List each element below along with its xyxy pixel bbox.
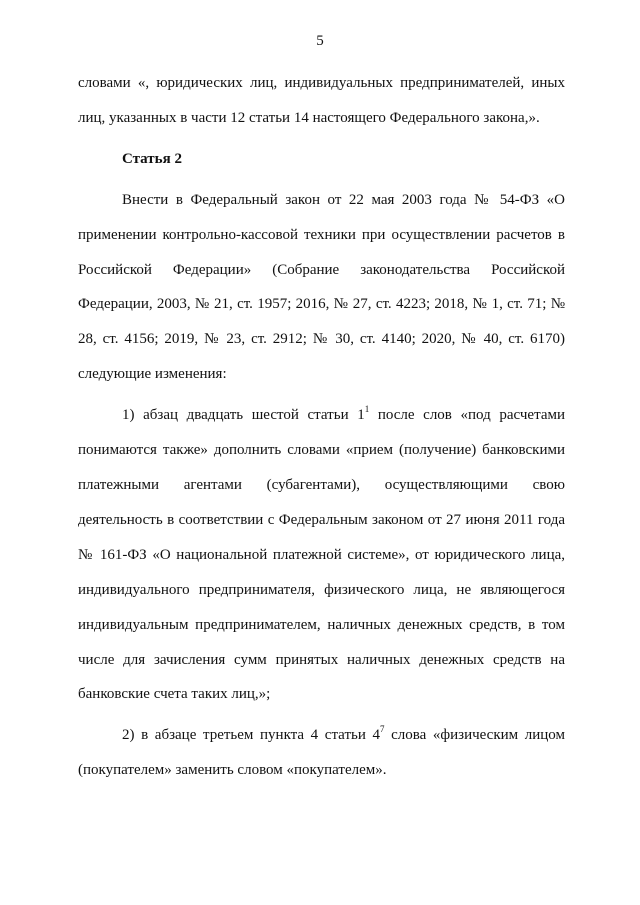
item-1-superscript: 1 bbox=[364, 404, 370, 415]
item-1-text: после слов «под расчетами понимаются также» дополнить словами «прием (получение) банковскими платежными агентами (субагентами), осуществляющими свою деятельность в соответствии с Федеральным законом от 27 июня 2011 года № 161-ФЗ «О национальной платежной системе», от юридического лица, индивидуального предпринимателя, физического лица, не являющегося индивидуальным предпринимателем, наличных денежных средств, в том числе для зачисления сумм принятых наличных денежных средств на банковские счета таких лиц,»; bbox=[78, 407, 565, 703]
item-2-superscript: 7 bbox=[379, 724, 385, 735]
item-1-prefix: 1) абзац двадцать шестой статьи 1 bbox=[122, 407, 365, 424]
document-body bbox=[78, 66, 565, 788]
page-number: 5 bbox=[316, 33, 324, 49]
item-2-prefix: 2) в абзаце третьем пункта 4 статьи 4 bbox=[122, 727, 380, 744]
article-heading: Статья 2 bbox=[122, 150, 182, 167]
item-2-text: слова «физическим лицом (покупателем» заменить словом «покупателем». bbox=[78, 727, 565, 779]
intro-paragraph: Внести в Федеральный закон от 22 мая 2003 года № 54-ФЗ «О применении контрольно-кассовой техники при осуществлении расчетов в Российской Федерации» (Собрание законодательства Российской Федерации, 2003, № 21, ст. 1957; 2016, № 27, ст. 4223; 2018, № 1, ст. 71; № 28, ст. 4156; 2019, № 23, ст. 2912; № 30, ст. 4140; 2020, № 40, ст. 6170) следующие изменения: bbox=[78, 191, 565, 383]
amendment-item-2 bbox=[78, 718, 565, 788]
continuation-paragraph: словами «, юридических лиц, индивидуальных предпринимателей, иных лиц, указанных в части 12 статьи 14 настоящего Федерального закона,». bbox=[78, 75, 565, 126]
amendment-item-1 bbox=[78, 398, 565, 712]
